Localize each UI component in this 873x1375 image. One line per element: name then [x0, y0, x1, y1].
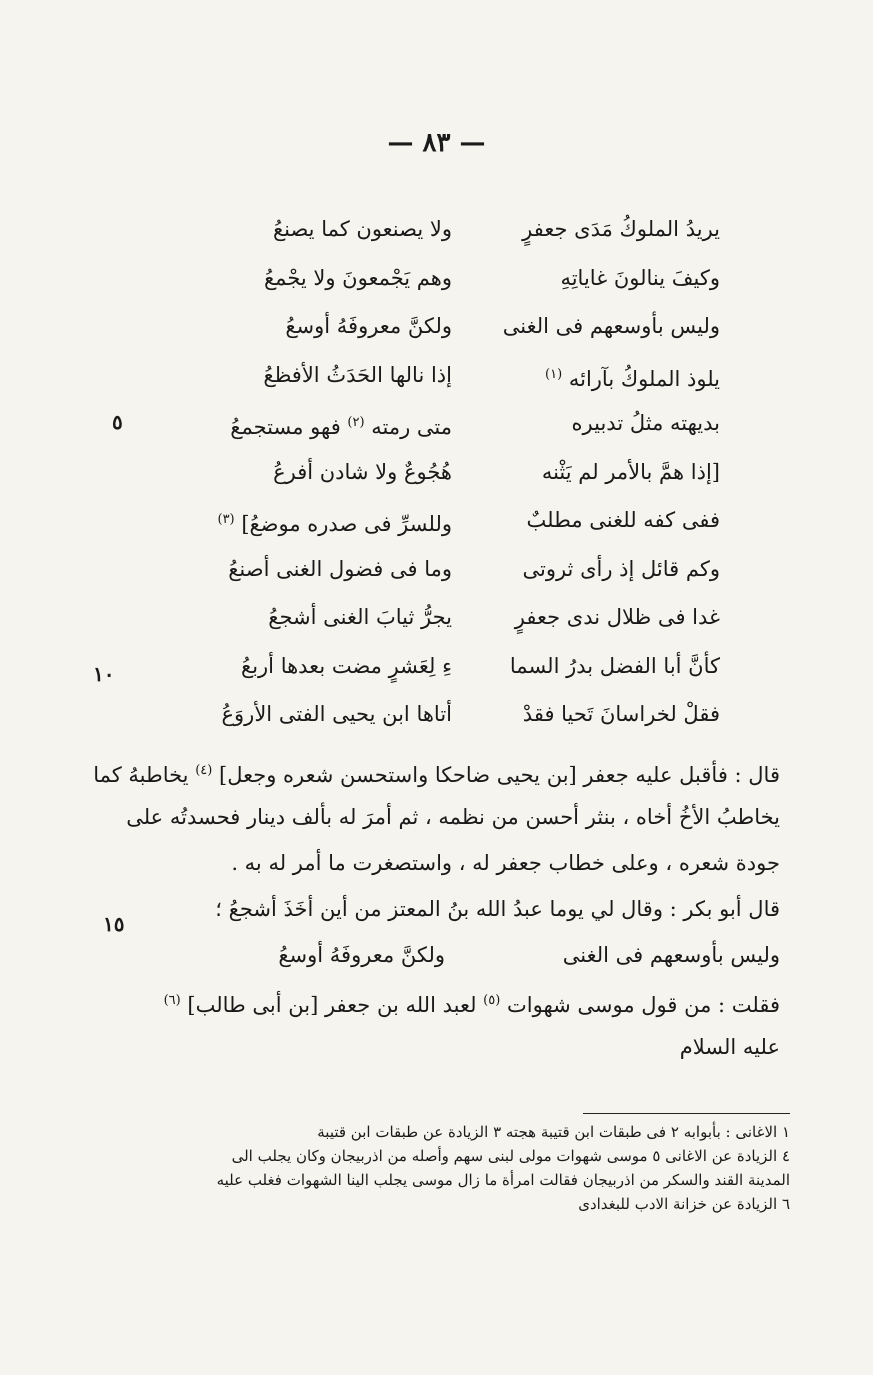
hemistich-first: غدا فى ظلال ندى جعفرٍ	[514, 605, 720, 629]
hemistich-second	[192, 399, 452, 451]
verse-11	[190, 690, 720, 739]
footnote-line-1: ١ الاغانى : بأبوابه ٢ فى طبقات ابن قتيبة هجته ٣ الزيادة عن طبقات ابن قتيبة	[317, 1123, 790, 1141]
hemistich-second: وهم يَجْمعونَ ولا يجْمعُ	[264, 265, 452, 290]
verse-6	[190, 448, 720, 497]
prose-text: قال : فأقبل عليه جعفر [بن يحيى ضاحكا واستحسن شعره وجعل]	[219, 763, 780, 787]
quoted-verse	[130, 932, 780, 978]
hemistich-text: يلوذ الملوكُ بآرائه	[568, 366, 720, 391]
hemistich-tail: فهو مستجمعُ	[230, 415, 341, 439]
prose-line-7: عليه السلام	[679, 1035, 780, 1059]
hemistich-text: متى رمته	[371, 415, 452, 439]
footnote-ref: (٥)	[483, 993, 501, 1008]
footnote-ref: (٢)	[347, 415, 365, 430]
footnote-ref: (٦)	[163, 993, 181, 1008]
hemistich-second: ءِ لِعَشرٍ مضت بعدها أربعُ	[241, 653, 452, 678]
verse-2	[190, 254, 720, 303]
hemistich-text: وللسرِّ فى صدره موضعُ]	[241, 512, 452, 536]
hemistich-first: فقلْ لخراسانَ تَحيا فقدْ	[522, 702, 720, 726]
footnote-ref: (١)	[545, 366, 563, 382]
verse-7	[190, 496, 720, 545]
prose-line-3: جودة شعره ، وعلى خطاب جعفر له ، واستصغرت ما أمر له به .	[231, 851, 780, 875]
verse-3	[190, 302, 720, 351]
hemistich-first: وكيفَ ينالونَ غاياتِهِ	[560, 265, 720, 290]
hemistich-second: ولا يصنعون كما يصنعُ	[272, 217, 452, 241]
prose-text: فقلت : من قول موسى شهوات	[507, 993, 780, 1017]
hemistich-second: يجرُّ ثيابَ الغنى أشجعُ	[268, 605, 452, 629]
verse-1	[190, 205, 720, 254]
hemistich-second: هُجُوعٌ ولا شادن أفرعُ	[273, 459, 452, 484]
footnote-line-2: ٤ الزيادة عن الاغانى ٥ موسى شهوات مولى لبنى سهم وأصله من اذربيجان وكان يجلب الى	[231, 1147, 790, 1165]
hemistich-first: [إذا همَّ بالأمر لم يَثْنه	[541, 459, 720, 484]
prose-line-2: يخاطبُ الأخُ أخاه ، بنثر أحسن من نظمه ، ثم أمرَ له بألف دينار فحسدتُه على	[126, 805, 780, 829]
prose-text: لعبد الله بن جعفر [بن أبى طالب]	[187, 993, 477, 1017]
footnote-ref: (٤)	[195, 763, 213, 778]
verse-5	[190, 399, 720, 448]
hemistich-second: وما فى فضول الغنى أصنعُ	[228, 556, 452, 581]
prose-line-4: قال أبو بكر : وقال لي يوما عبدُ الله بنُ المعتز من أين أخَذَ أشجعُ ؛	[215, 897, 780, 921]
footnotes	[140, 1120, 790, 1216]
hemistich-second: إذا نالها الحَدَثُ الأفظعُ	[263, 362, 452, 387]
verse-9	[190, 593, 720, 642]
hemistich-first	[470, 351, 720, 403]
hemistich-first: بديهته مثلُ تدبيره	[571, 411, 720, 435]
hemistich-second	[192, 496, 452, 548]
footnote-line-3: المدينة القند والسكر من اذربيجان فقالت امرأة ما زال موسى يجلب الينا الشهوات فغلب عليه	[216, 1171, 790, 1189]
poem-verses	[190, 205, 720, 739]
line-marker-15: ١٥	[103, 912, 125, 936]
prose-line-1	[93, 748, 780, 794]
hemistich-first: وليس بأوسعهم فى الغنى	[562, 943, 780, 967]
footnote-ref: (٣)	[217, 512, 235, 527]
verse-4	[190, 351, 720, 400]
page-number: — ٨٣ —	[387, 128, 486, 158]
hemistich-first: وكم قائل إذ رأى ثروتى	[522, 556, 720, 581]
prose-text: يخاطبهُ كما	[93, 763, 189, 787]
verse-10	[190, 642, 720, 691]
hemistich-first: وليس بأوسعهم فى الغنى	[502, 314, 720, 338]
line-marker-5: ٥	[112, 410, 123, 434]
footnote-rule	[583, 1113, 790, 1114]
hemistich-second: ولكنَّ معروفَهُ أوسعُ	[278, 943, 445, 967]
verse-8	[190, 545, 720, 594]
hemistich-first: ففى كفه للغنى مطلبٌ	[526, 508, 720, 532]
hemistich-first: كأنَّ أبا الفضل بدرُ السما	[509, 653, 720, 678]
hemistich-second: ولكنَّ معروفَهُ أوسعُ	[285, 314, 452, 338]
prose-line-6	[130, 978, 780, 1024]
hemistich-second: أتاها ابن يحيى الفتى الأروَعُ	[221, 702, 452, 726]
hemistich-first: يريدُ الملوكُ مَدَى جعفرٍ	[522, 217, 720, 241]
footnote-line-4: ٦ الزيادة عن خزانة الادب للبغدادى	[578, 1195, 790, 1213]
line-marker-10: ١٠	[93, 662, 115, 686]
